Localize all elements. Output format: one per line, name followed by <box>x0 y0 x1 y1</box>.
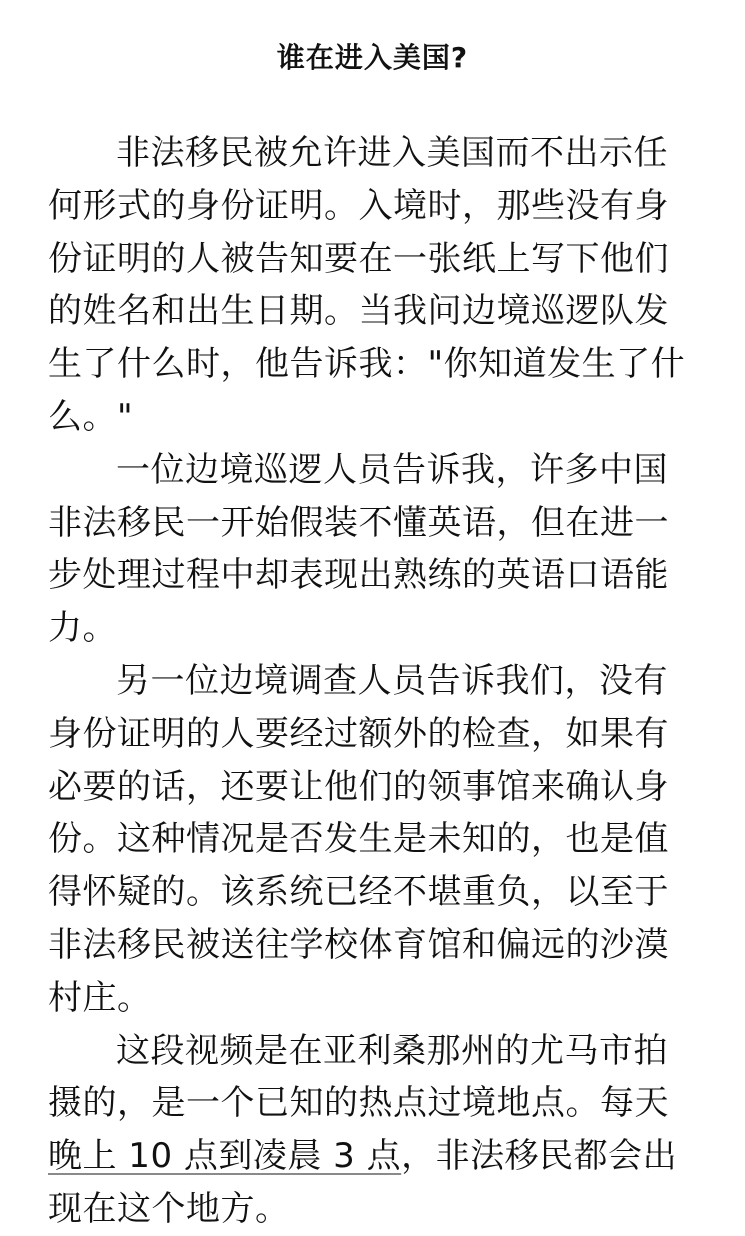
paragraph-4-start: 这段视频是在亚利桑那州的尤马市拍摄的，是一个已知的热点过境地点。每天 <box>48 1030 669 1124</box>
paragraph-4 <box>48 1025 696 1236</box>
paragraph-4-end: ，非法移民都会出现在这个地方。 <box>48 1136 678 1229</box>
paragraph-2: 一位边境巡逻人员告诉我，许多中国非法移民一开始假装不懂英语，但在进一步处理过程中却表现出熟练的英语口语能力。 <box>48 449 669 649</box>
article-title: 谁在进入美国? <box>276 41 469 74</box>
article-body <box>48 127 696 1236</box>
time-range-underlined: 晚上 10 点到凌晨 3 点 <box>48 1136 402 1177</box>
paragraph-3: 另一位边境调查人员告诉我们，没有身份证明的人要经过额外的检查，如果有必要的话，还要让他们的领事馆来确认身份。这种情况是否发生是未知的，也是值得怀疑的。该系统已经不堪重负，以至于非法移民被送往学校体育馆和偏远的沙漠村庄。 <box>48 660 669 1018</box>
paragraph-1: 非法移民被允许进入美国而不出示任何形式的身份证明。入境时，那些没有身份证明的人被告知要在一张纸上写下他们的姓名和出生日期。当我问边境巡逻队发生了什么时，他告诉我："你知道发生了什么。" <box>48 133 686 437</box>
